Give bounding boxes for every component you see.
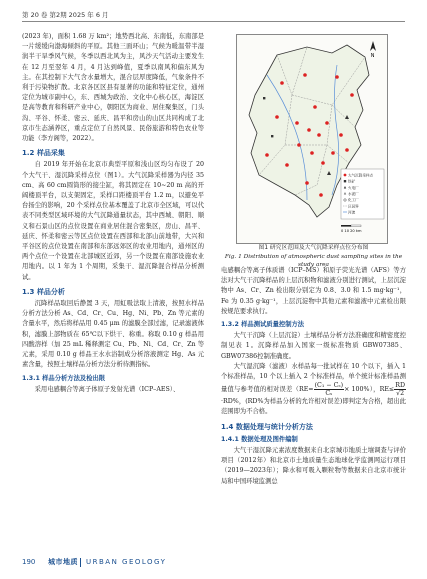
sampling-point [317, 133, 321, 137]
sampling-point [307, 128, 311, 132]
journal-logo: 城市地质 [48, 558, 78, 566]
rd-fraction-den: √2 [396, 390, 405, 398]
section-heading-1-4: 1.4 数据处理与统计分析方法 [221, 422, 313, 431]
sampling-point [331, 151, 335, 155]
paragraph-detection-limits: 电感耦合等离子体质谱（ICP–MS）和原子荧光光谱（AFS）等方法对大气干沉降样品的上层沉积物和滤液分别进行测试，上层沉淀物中 As、Cr、Zn 检出限分别定为 0.8、3.0 和 1.5 mg·kg⁻¹，Fe 为 0.35 g·kg⁻¹，上层沉淀物中其他元素和滤液中元素检出限按规范要求执行。 [221, 267, 406, 315]
sampling-point [345, 148, 349, 152]
paragraph-data-sources: 大气干湿沉降元素浓度数据来自北京城市地质土壤调查与评价项目（2012年）和北京市土地质量生态地球化学监测网运行项目（2019—2023年）；降水和可吸入颗粒物等数据来自北京市统计局和中国环境监测总 [221, 447, 406, 485]
figure-caption-cn: 图1 研究区范围及大气沉降采样点位分布图 [258, 245, 369, 251]
paragraph-methods: 采用电感耦合等离子体原子发射光谱（ICP–AES）、 [34, 385, 180, 393]
map-svg [237, 35, 387, 243]
legend-item: 大气沉降采样点 [348, 173, 374, 178]
legend-item: 火电厂 [348, 185, 359, 190]
right-column [221, 266, 406, 487]
legend-item: 区县界 [348, 204, 359, 209]
sampling-point [310, 151, 314, 155]
iron-mine-marker [271, 135, 273, 137]
paragraph-geography: (2023 年)，面积 1.68 万 km²；地势西北高、东南低，东南部是一片缓缓向渤海倾斜的平原。其他三面环山；气候为暖温带半湿润半干旱季风气候，冬季以西北风为主，风沙天气活动主要发生在 12 月至翌年 4 月，4 月达到峰值，夏季以南风和偏东风为主。在其控制下大气含水量增大，混合层厚度降低，气象条件不利于污染物扩散。北京各区区县有显著的功能和特征定位，通州定位为城市副中心，东、西城为政治、文化中心核心区，海淀区是高等教育和科研产业中心，朝阳区为商业、居住聚集区，门头沟、平谷、怀柔、密云、延庆、昌平和房山的山区共同构成了北京市生态涵养区，重点定位了自然风景、民俗旅游和特色农业等功能（李方阁等，2022）。 [22, 33, 204, 143]
header-rule [22, 21, 405, 22]
section-heading-1-2: 1.2 样品采集 [22, 149, 65, 158]
north-arrow [370, 41, 376, 59]
section-heading-1-3-2: 1.3.2 样品测试质量控制方法 [221, 321, 305, 329]
sampling-point [350, 93, 354, 97]
footer-divider [80, 558, 81, 567]
sampling-point [303, 73, 307, 77]
sampling-point [297, 143, 301, 147]
sampling-point [295, 121, 299, 125]
sampling-point [313, 105, 317, 109]
page-footer [22, 555, 405, 571]
legend-item: 河流 [348, 210, 356, 215]
page-header [22, 8, 405, 20]
figure-caption-en: Fig. 1 Distribution of atmospheric dust sampling sites in the study area [224, 253, 403, 268]
issue-label: 第 20 卷 第2期 2025 年 6 月 [22, 11, 109, 19]
iron-mine-marker [263, 97, 265, 99]
legend-item: 化工厂 [348, 198, 359, 203]
sampling-point [319, 193, 323, 197]
paragraph-quality-control: 大气干沉降（上层沉淀）土壤样品分析方法准确度和精密度控制见表 1。沉降样品加入国家一级标准物质 GBW07385、GBW07386控制准确度。 [221, 332, 406, 360]
map-legend [341, 169, 384, 219]
scale-bar [341, 225, 362, 233]
paragraph-sampling: 自 2019 年开始在北京市典型平原和浅山区均匀布设了 20 个大气干、湿沉降采样点位（图1）。大气沉降采样器为内径 35 cm、高 60 cm圆筒形的接尘缸，将其固定在 10~20 m 高的开阔楼顶平台，以支架固定，采样口距楼顶平台 1.2 m，以避免平台扬尘的影响，20 个采样点位基本覆盖了北京市全区域，可以代表不同类型区域环境的大气沉降通量状态，其中西城、朝阳、顺义和石景山区的点位设置在商业居住混合密集区，房山、昌平、延庆、怀柔和密云等区点位设置在西部和北部山前地带，大兴和平谷区的点位设置在南部和东部远郊区的农业用地内，通州区的两个点位一个设置在北部城区近郊，另一个设置在南部设施农业用地内。以 1 年为 1 个周期，采集干、湿沉降混合样品分析测试。 [22, 161, 204, 281]
section-heading-1-4-1: 1.4.1 数据处理及图件编制 [221, 435, 298, 443]
section-heading-1-3: 1.3 样品分析 [22, 287, 65, 296]
sampling-point [325, 121, 329, 125]
left-column [22, 32, 204, 395]
sampling-point [339, 133, 343, 137]
legend-item: 水泥厂 [348, 192, 359, 196]
sampling-point [321, 161, 325, 165]
study-area-map [236, 34, 388, 244]
error-text-mid: × 100%），RE≤ [344, 386, 395, 394]
re-fraction-num: (C₁ − Cₛ) [314, 382, 344, 390]
north-label: N [370, 53, 375, 59]
rd-fraction [394, 382, 406, 397]
journal-name: URBAN GEOLOGY [86, 558, 167, 566]
rd-fraction-num: RD [395, 382, 405, 390]
sampling-point [275, 115, 279, 119]
re-fraction-den: Cₛ [325, 390, 333, 398]
error-text-pre: 大气湿沉降（滤液）水样品每一批试样在 10 个以下，插入 1 个标准样品，10 个以上插入 2 个标准样品，单个统计标准样品测量值与参考值的相对误差（RE= [221, 362, 406, 394]
section-heading-1-3-1: 1.3.1 样品分析方法及检出限 [22, 374, 106, 382]
paragraph-analysis: 沉降样品取回后静置 3 天，用虹吸法取上清液，按照水样品分析方法分析 As、Cd、Cr、Cu、Hg、Ni、Pb、Zn 等元素的含量水平，然后将样品用 0.45 μm 的滤膜全部过滤，记录滤液体积，滤膜上部物质在 65℃以下烘干、称重。称取 0.10 g 样品用四酸溶样（加 25 mL 稀释测定 Cu、Pb、Ni、Cd、Cr、Zn 等元素，采用 0.10 g 样品王水水浴制成分析溶液测定 Hg、As 元素含量，按照土壤样品分析方法分析待测指标。 [22, 300, 204, 369]
sampling-point [305, 181, 309, 185]
re-fraction [314, 382, 344, 397]
sampling-point [335, 75, 339, 79]
sampling-point [285, 163, 289, 167]
legend-item: 铁矿 [348, 179, 356, 184]
scale-label: 0 10 20 km [341, 229, 362, 233]
page-number: 190 [22, 558, 36, 566]
paragraph-error-control [221, 362, 406, 418]
sampling-point [265, 153, 269, 157]
sampling-point [280, 81, 284, 85]
error-text-post: ·RD%，(RD%为样品分析的允许相对误差)即判定为合格，超出此范围即为不合格。 [221, 398, 406, 416]
